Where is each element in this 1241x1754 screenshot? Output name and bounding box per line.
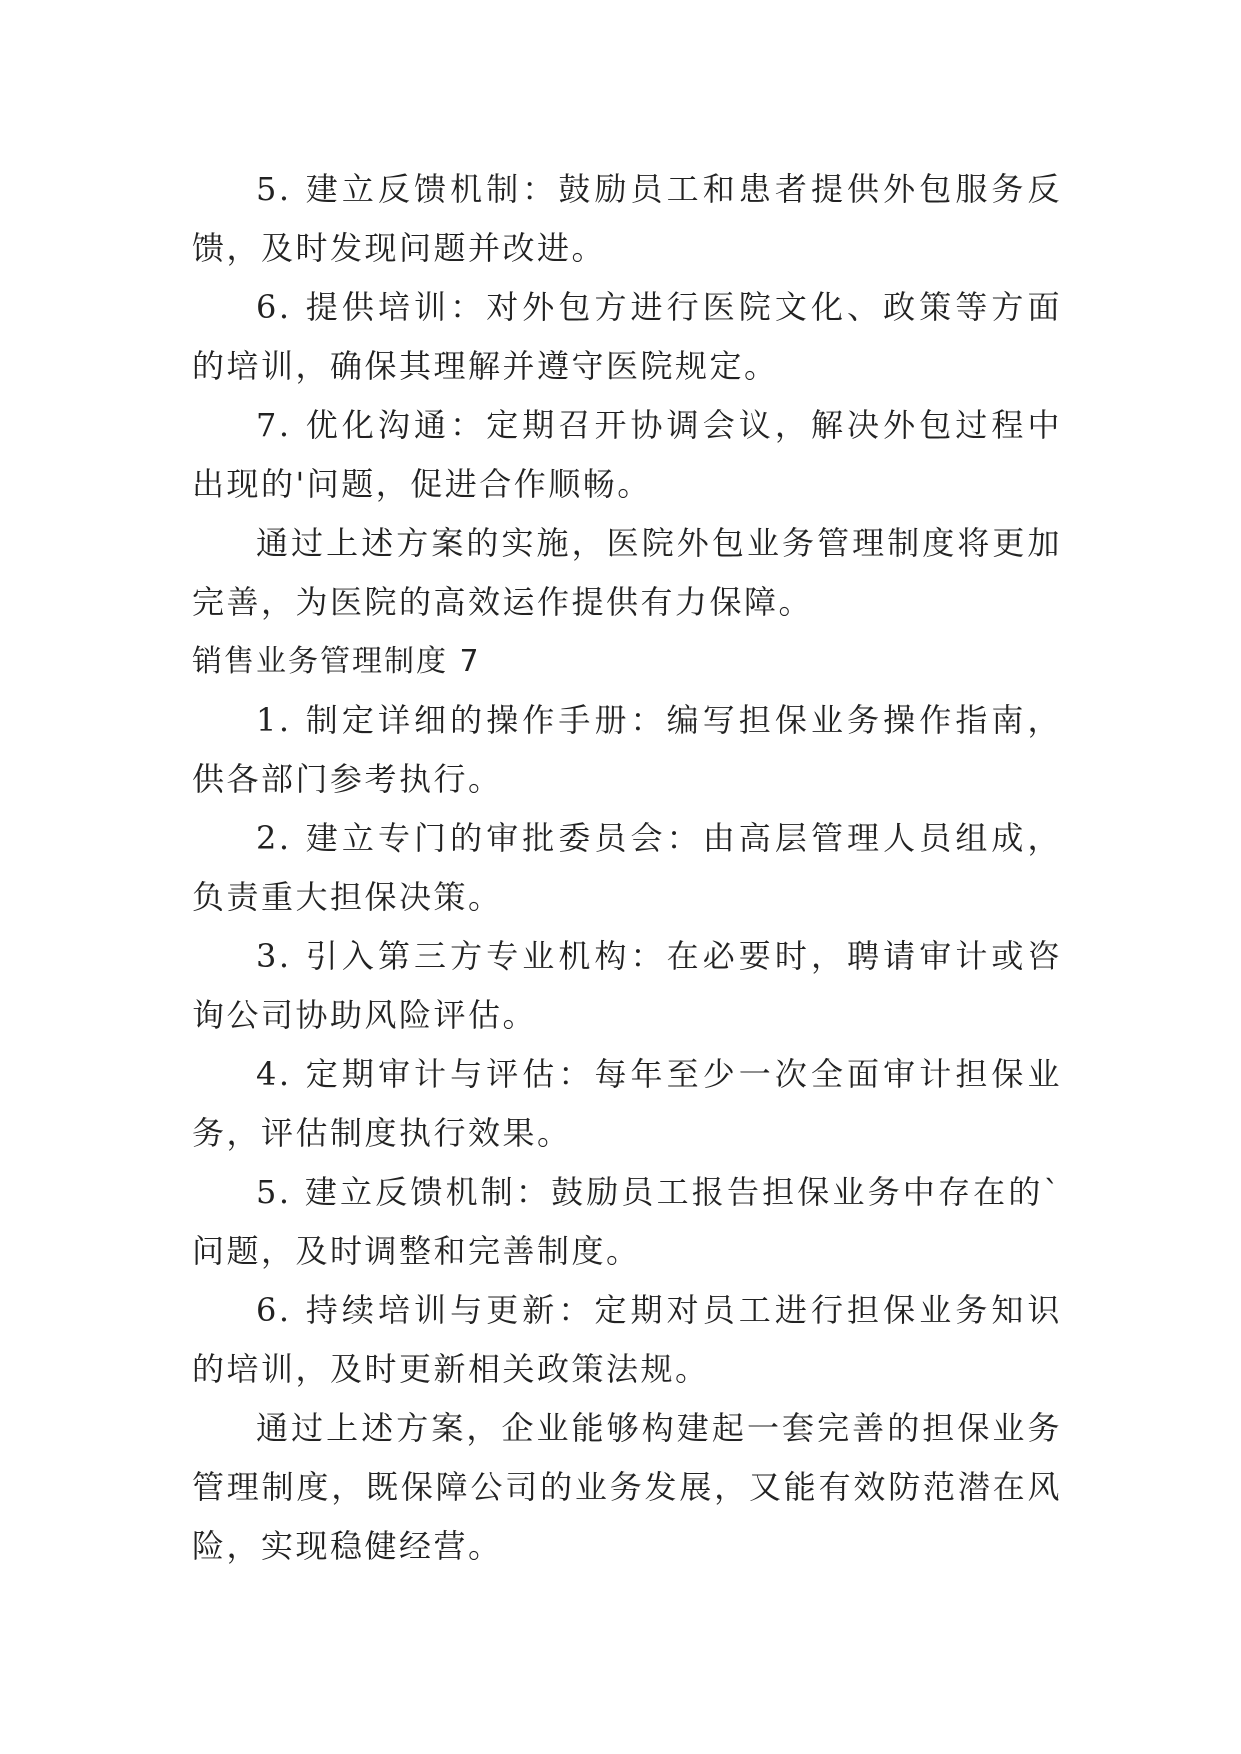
paragraph-item-1-manual: 1. 制定详细的操作手册：编写担保业务操作指南，供各部门参考执行。 bbox=[192, 701, 1062, 798]
paragraph-item-6-training: 6. 提供培训：对外包方进行医院文化、政策等方面的培训，确保其理解并遵守医院规定。 bbox=[192, 288, 1062, 385]
paragraph-item-2-committee: 2. 建立专门的审批委员会：由高层管理人员组成，负责重大担保决策。 bbox=[192, 819, 1062, 916]
paragraph-item-4-audit: 4. 定期审计与评估：每年至少一次全面审计担保业务，评估制度执行效果。 bbox=[192, 1055, 1062, 1152]
document-body bbox=[192, 160, 1062, 1576]
paragraph-item-5-feedback: 5. 建立反馈机制：鼓励员工和患者提供外包服务反馈，及时发现问题并改进。 bbox=[192, 170, 1062, 267]
section-heading: 销售业务管理制度 7 bbox=[192, 644, 481, 679]
paragraph-item-6-training-b: 6. 持续培训与更新：定期对员工进行担保业务知识的培训，及时更新相关政策法规。 bbox=[192, 1291, 1062, 1388]
paragraph-item-5-feedback-b: 5. 建立反馈机制：鼓励员工报告担保业务中存在的`问题，及时调整和完善制度。 bbox=[192, 1173, 1062, 1270]
paragraph-summary-enterprise: 通过上述方案，企业能够构建起一套完善的担保业务管理制度，既保障公司的业务发展，又能有效防范潜在风险，实现稳健经营。 bbox=[192, 1409, 1062, 1565]
paragraph-item-7-communication: 7. 优化沟通：定期召开协调会议，解决外包过程中出现的'问题，促进合作顺畅。 bbox=[192, 406, 1062, 503]
paragraph-summary-hospital: 通过上述方案的实施，医院外包业务管理制度将更加完善，为医院的高效运作提供有力保障。 bbox=[192, 524, 1062, 621]
paragraph-item-3-third-party: 3. 引入第三方专业机构：在必要时，聘请审计或咨询公司协助风险评估。 bbox=[192, 937, 1062, 1034]
